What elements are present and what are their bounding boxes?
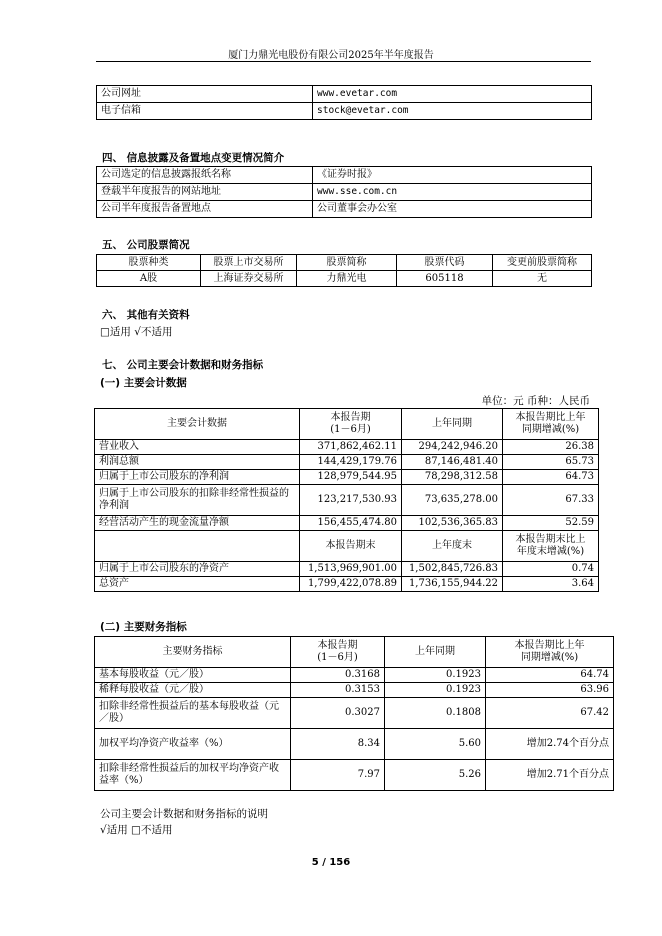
- header-cell: 本报告期 (1－6月): [291, 637, 385, 668]
- change-value: 26.38: [503, 440, 599, 455]
- header-divider: [96, 61, 591, 62]
- row-label: 扣除非经常性损益后的加权平均净资产收益率（%）: [95, 760, 291, 791]
- current-value: 8.34: [291, 729, 385, 760]
- current-value: 7.97: [291, 760, 385, 791]
- value-cell: 公司董事会办公室: [313, 201, 592, 218]
- page-header: 厦门力鼎光电股份有限公司2025年半年度报告: [228, 50, 434, 61]
- header-cell: 股票上市交易所: [201, 255, 297, 271]
- prior-value: 0.1808: [385, 698, 486, 729]
- stock-type: A股: [97, 271, 201, 287]
- header-cell: [95, 531, 300, 562]
- header-cell: 主要财务指标: [95, 637, 291, 668]
- header-cell: 主要会计数据: [95, 409, 300, 440]
- email-value: stock@evetar.com: [313, 103, 592, 120]
- current-value: 0.3153: [291, 683, 385, 698]
- label-cell: 登载半年度报告的网站地址: [97, 184, 313, 201]
- row-label: 归属于上市公司股东的净资产: [95, 562, 300, 577]
- row-label: 扣除非经常性损益后的基本每股收益（元／股）: [95, 698, 291, 729]
- section4-title: 四、 信息披露及备置地点变更情况简介: [102, 152, 285, 164]
- subsection1-title: (一) 主要会计数据: [100, 377, 187, 389]
- label-cell: 公司半年度报告备置地点: [97, 201, 313, 218]
- section6-title: 六、 其他有关资料: [102, 309, 190, 321]
- prior-value: 294,242,946.20: [402, 440, 503, 455]
- value-cell: 《证券时报》: [313, 167, 592, 184]
- stock-exchange: 上海证券交易所: [201, 271, 297, 287]
- prior-value: 1,502,845,726.83: [402, 562, 503, 577]
- prior-value: 5.60: [385, 729, 486, 760]
- prior-value: 73,635,278.00: [402, 485, 503, 516]
- change-value: 增加2.71个百分点: [486, 760, 614, 791]
- section5-title: 五、 公司股票简况: [102, 239, 190, 251]
- prior-value: 0.1923: [385, 668, 486, 683]
- row-label: 经营活动产生的现金流量净额: [95, 516, 300, 531]
- stock-short-name: 力鼎光电: [297, 271, 397, 287]
- change-value: 3.64: [503, 577, 599, 592]
- current-value: 144,429,179.76: [300, 455, 402, 470]
- former-name: 无: [493, 271, 592, 287]
- header-cell: 本报告期比上年 同期增减(%): [503, 409, 599, 440]
- header-cell: 本报告期比上年 同期增减(%): [486, 637, 614, 668]
- accounting-table: [94, 408, 599, 592]
- row-label: 归属于上市公司股东的扣除非经常性损益的净利润: [95, 485, 300, 516]
- prior-value: 102,536,365.83: [402, 516, 503, 531]
- change-value: 67.33: [503, 485, 599, 516]
- change-value: 0.74: [503, 562, 599, 577]
- header-cell: 股票代码: [397, 255, 493, 271]
- row-label: 稀释每股收益（元／股）: [95, 683, 291, 698]
- label-cell: 电子信箱: [97, 103, 313, 120]
- header-cell: 本报告期 (1－6月): [300, 409, 402, 440]
- change-value: 64.74: [486, 668, 614, 683]
- row-label: 归属于上市公司股东的净利润: [95, 470, 300, 485]
- header-cell: 上年度末: [402, 531, 503, 562]
- value-cell: www.sse.com.cn: [313, 184, 592, 201]
- header-cell: 本报告期末: [300, 531, 402, 562]
- section7-note: 公司主要会计数据和财务指标的说明: [100, 808, 268, 820]
- header-cell: 上年同期: [385, 637, 486, 668]
- page-number: 5 / 156: [311, 857, 351, 868]
- header-cell: 上年同期: [402, 409, 503, 440]
- header-cell: 股票种类: [97, 255, 201, 271]
- section6-option: □适用 √不适用: [100, 326, 173, 338]
- current-value: 123,217,530.93: [300, 485, 402, 516]
- disclosure-table: [96, 166, 592, 218]
- website-value: www.evetar.com: [313, 86, 592, 103]
- change-value: 52.59: [503, 516, 599, 531]
- row-label: 总资产: [95, 577, 300, 592]
- current-value: 1,799,422,078.89: [300, 577, 402, 592]
- header-cell: 本报告期末比上 年度末增减(%): [503, 531, 599, 562]
- current-value: 1,513,969,901.00: [300, 562, 402, 577]
- change-value: 67.42: [486, 698, 614, 729]
- financial-indicator-table: [94, 636, 614, 791]
- unit-label: 单位：元 币种：人民币: [481, 395, 590, 407]
- prior-value: 78,298,312.58: [402, 470, 503, 485]
- contact-table: [96, 85, 592, 120]
- current-value: 371,862,462.11: [300, 440, 402, 455]
- prior-value: 5.26: [385, 760, 486, 791]
- row-label: 营业收入: [95, 440, 300, 455]
- prior-value: 1,736,155,944.22: [402, 577, 503, 592]
- header-cell: 变更前股票简称: [493, 255, 592, 271]
- change-value: 65.73: [503, 455, 599, 470]
- prior-value: 87,146,481.40: [402, 455, 503, 470]
- row-label: 基本每股收益（元／股）: [95, 668, 291, 683]
- stock-code: 605118: [397, 271, 493, 287]
- change-value: 增加2.74个百分点: [486, 729, 614, 760]
- row-label: 利润总额: [95, 455, 300, 470]
- change-value: 64.73: [503, 470, 599, 485]
- label-cell: 公司选定的信息披露报纸名称: [97, 167, 313, 184]
- current-value: 128,979,544.95: [300, 470, 402, 485]
- stock-table: [96, 254, 592, 287]
- row-label: 加权平均净资产收益率（%）: [95, 729, 291, 760]
- current-value: 0.3027: [291, 698, 385, 729]
- subsection2-title: (二) 主要财务指标: [100, 621, 187, 633]
- current-value: 156,455,474.80: [300, 516, 402, 531]
- header-cell: 股票简称: [297, 255, 397, 271]
- label-cell: 公司网址: [97, 86, 313, 103]
- section7-note-option: √适用 □不适用: [100, 824, 173, 836]
- current-value: 0.3168: [291, 668, 385, 683]
- section7-title: 七、 公司主要会计数据和财务指标: [102, 359, 264, 371]
- prior-value: 0.1923: [385, 683, 486, 698]
- change-value: 63.96: [486, 683, 614, 698]
